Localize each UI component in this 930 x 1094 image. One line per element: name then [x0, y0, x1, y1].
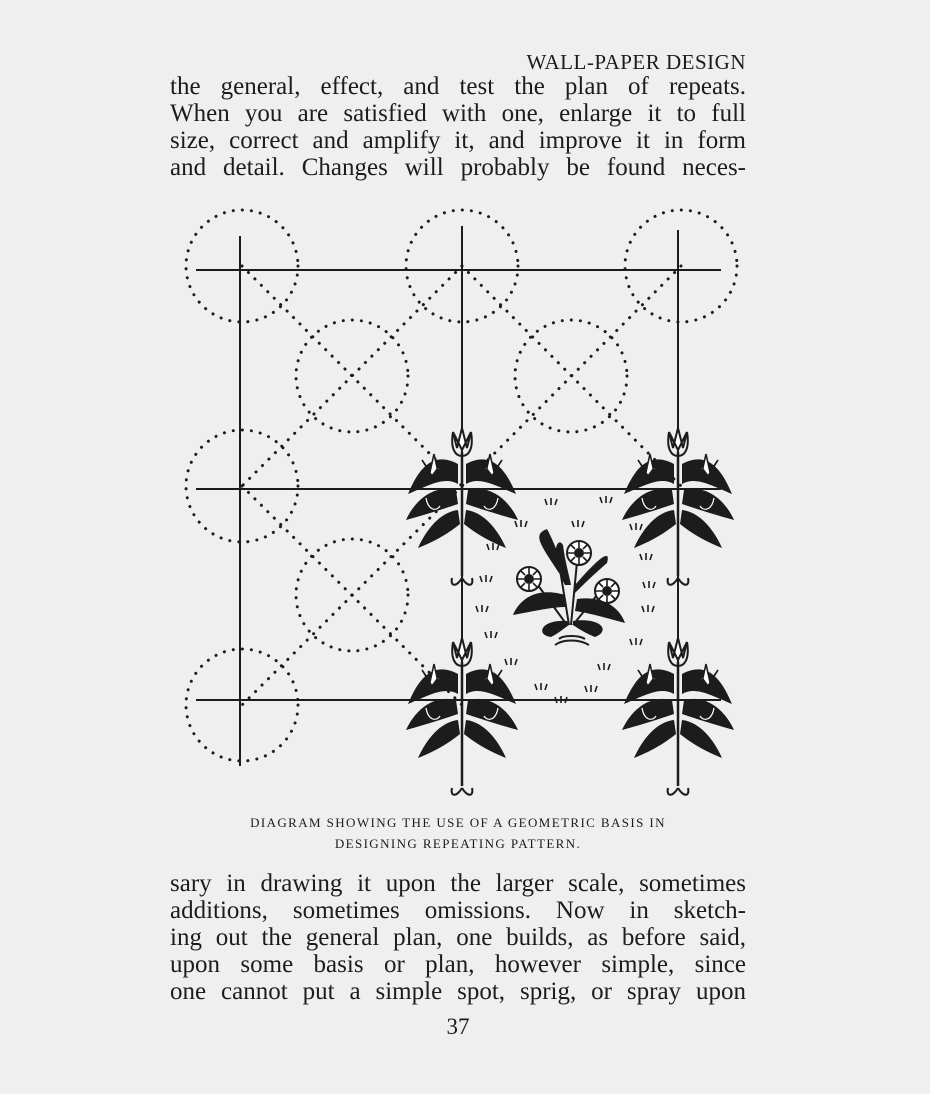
text-line: ing out the general plan, one builds, as before said,	[170, 924, 746, 951]
text-line: size, correct and amplify it, and improve it in form	[170, 127, 746, 154]
text-line: the general, effect, and test the plan of repeats.	[170, 73, 746, 100]
page-number: 37	[446, 1014, 470, 1039]
top-paragraph	[170, 73, 746, 181]
tulip-motif	[622, 638, 734, 795]
text-line: upon some basis or plan, however simple, since	[170, 951, 746, 978]
text-line: sary in drawing it upon the larger scale, sometimes	[170, 870, 746, 897]
text-line: additions, sometimes omissions. Now in sketch-	[170, 897, 746, 924]
geometric-basis-diagram	[176, 200, 746, 800]
caption-line: DESIGNING REPEATING PATTERN.	[334, 836, 582, 851]
running-head: WALL-PAPER DESIGN	[526, 50, 746, 74]
daisy-motif	[513, 529, 625, 645]
text-line: and detail. Changes will probably be found neces-	[170, 154, 746, 181]
figure-caption	[170, 812, 746, 854]
caption-line: DIAGRAM SHOWING THE USE OF A GEOMETRIC BASIS IN	[250, 815, 666, 830]
tulip-motif	[622, 428, 734, 585]
tulip-motif	[406, 638, 518, 795]
tulip-motif	[406, 428, 518, 585]
bottom-paragraph	[170, 870, 746, 1005]
text-line: one cannot put a simple spot, sprig, or spray upon	[170, 978, 746, 1005]
text-line: When you are satisfied with one, enlarge it to full	[170, 100, 746, 127]
